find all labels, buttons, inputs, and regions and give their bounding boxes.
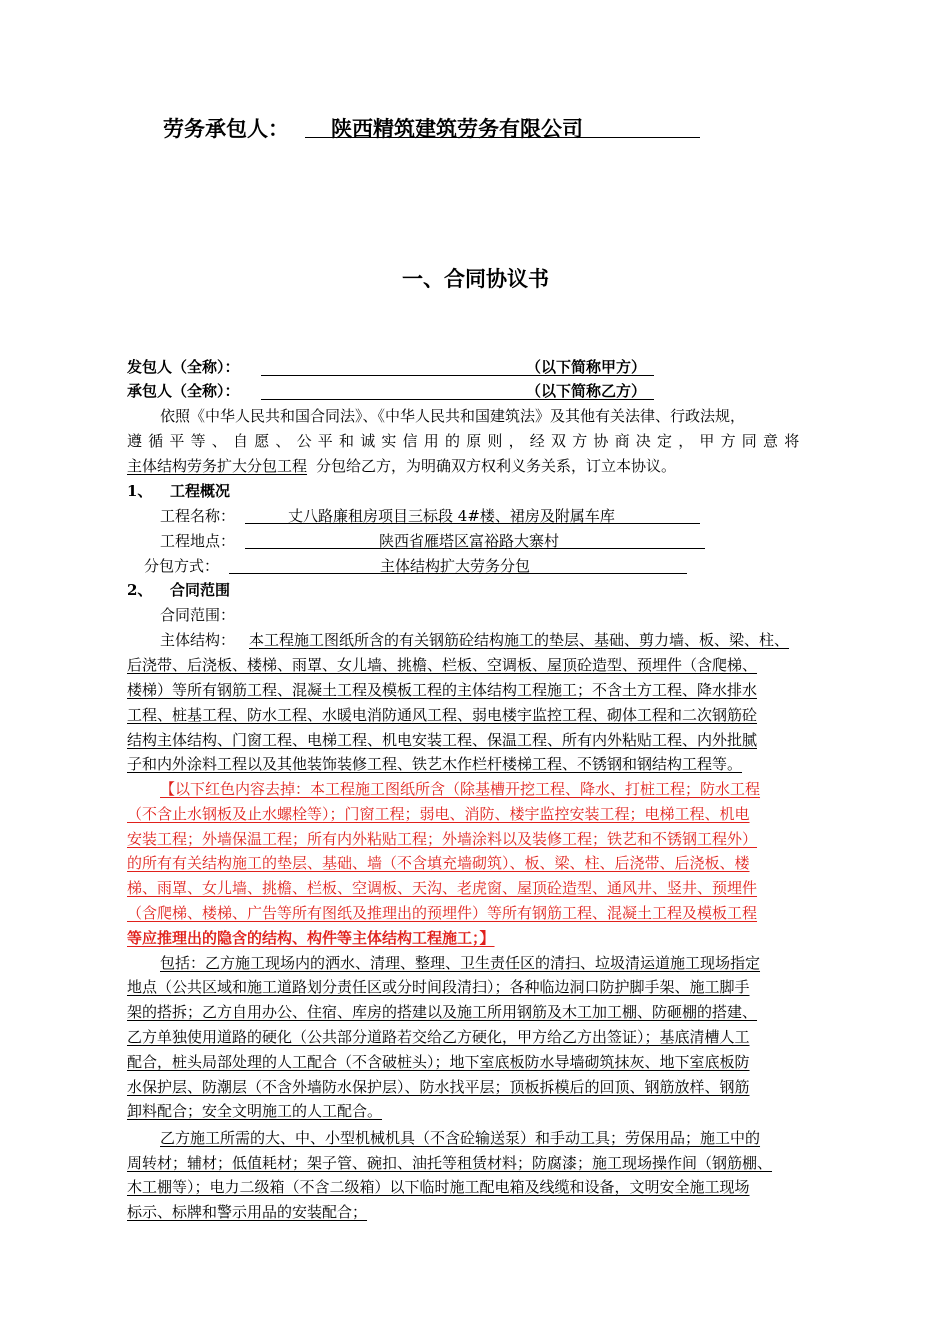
project-name-label: 工程名称：	[160, 507, 236, 525]
contractor-party-suffix: （以下简称乙方）	[526, 382, 647, 400]
main-structure-line: 子和内外涂料工程以及其他装饰装修工程、铁艺木作栏杆楼梯工程、不锈钢和钢结构工程等。	[127, 755, 743, 773]
includes-line: 水保护层、防潮层（不含外墙防水保护层）、防水找平层；顶板拆模后的回顶、钢筋放样、钢筋	[127, 1078, 750, 1096]
red-note-line: 等应推理出的隐含的结构、构件等主体结构工程施工；】	[127, 929, 495, 947]
red-note-line: （含爬梯、楼梯、广告等所有图纸及推理出的预埋件）等所有钢筋工程、混凝土工程及模板工程	[127, 904, 758, 922]
red-note-line: （不含止水钢板及止水螺栓等）；门窗工程；弱电、消防、楼宇监控安装工程；电梯工程、机电	[127, 805, 750, 823]
section1-title: 工程概况	[170, 482, 231, 500]
red-note-line: 的所有有关结构施工的垫层、基础、墙（不含填充墙砌筑）、板、梁、柱、后浇带、后浇板、楼	[127, 854, 750, 872]
includes-line: 配合，桩头局部处理的人工配合（不含破桩头）；地下室底板防水导墙砌筑抹灰、地下室底板防	[127, 1053, 750, 1071]
employer-suffix: （以下简称甲方）	[526, 358, 647, 376]
main-structure-line: 工程、桩基工程、防水工程、水暖电消防通风工程、弱电楼宇监控工程、砌体工程和二次钢筋砼	[127, 706, 758, 724]
section1-number: 1、	[127, 482, 153, 500]
contractor-name: 陕西精筑建筑劳务有限公司	[331, 117, 583, 141]
project-name-value: 丈八路廉租房项目三标段 4#楼、裙房及附属车库	[288, 507, 615, 525]
section-title: 一、合同协议书	[402, 267, 549, 291]
includes-line: 乙方单独使用道路的硬化（公共部分道路若交给乙方硬化，甲方给乙方出签证）；基底清槽人工	[127, 1028, 750, 1046]
scope-label: 合同范围：	[160, 606, 236, 624]
main-structure-line: 结构主体结构、门窗工程、电梯工程、机电安装工程、保温工程、所有内外粘贴工程、内外批腻	[127, 731, 758, 749]
subcontract-method-label: 分包方式：	[144, 557, 220, 575]
intro-line-3	[127, 454, 676, 479]
intro-line-3-rest: 分包给乙方，为明确双方权利义务关系，订立本协议。	[316, 457, 677, 475]
main-structure-line: 本工程施工图纸所含的有关钢筋砼结构施工的垫层、基础、剪力墙、板、梁、柱、	[249, 631, 790, 649]
section2-number: 2、	[127, 581, 153, 599]
red-note-line: 安装工程；外墙保温工程；所有内外粘贴工程；外墙涂料以及装修工程；铁艺和不锈钢工程外）	[127, 830, 758, 848]
tools-line: 周转材；辅材；低值耗材；架子管、碗扣、油托等租赁材料；防腐漆；施工现场操作间（钢筋棚、	[127, 1154, 773, 1172]
section2-title: 合同范围	[170, 581, 231, 599]
subcontract-method-value: 主体结构扩大劳务分包	[380, 557, 531, 575]
tools-line: 乙方施工所需的大、中、小型机械机具（不含砼输送泵）和手动工具；劳保用品；施工中的	[160, 1129, 761, 1147]
tools-line: 木工棚等）；电力二级箱（不含二级箱）以下临时施工配电箱及线缆和设备，文明安全施工现场	[127, 1178, 750, 1196]
main-structure-line: 楼梯）等所有钢筋工程、混凝土工程及模板工程的主体结构工程施工；不含土方工程、降水排水	[127, 681, 758, 699]
contractor-label: 劳务承包人：	[163, 117, 289, 141]
intro-line-1: 依照《中华人民共和国合同法》、《中华人民共和国建筑法》及其他有关法律、行政法规，	[160, 407, 746, 425]
main-structure-label: 主体结构：	[160, 631, 236, 649]
main-structure-line: 后浇带、后浇板、楼梯、雨罩、女儿墙、挑檐、栏板、空调板、屋顶砼造型、预埋件（含爬梯、	[127, 656, 758, 674]
intro-scope: 主体结构劳务扩大分包工程	[127, 457, 308, 475]
contractor-party-label: 承包人（全称）：	[127, 382, 240, 400]
project-location-label: 工程地点：	[160, 532, 236, 550]
includes-line: 卸料配合；安全文明施工的人工配合。	[127, 1102, 383, 1120]
includes-line: 地点（公共区域和施工道路划分责任区或分时间段清扫）；各种临边洞口防护脚手架、施工脚手	[127, 978, 750, 996]
intro-line-2: 遵循平等、自愿、公平和诚实信用的原则，经双方协商决定，甲方同意将	[127, 432, 806, 450]
red-note-line: 梯、雨罩、女儿墙、挑檐、栏板、空调板、天沟、老虎窗、屋顶砼造型、通风井、竖井、预埋件	[127, 879, 758, 897]
tools-line: 标示、标牌和警示用品的安装配合；	[127, 1203, 368, 1221]
includes-line: 架的搭拆；乙方自用办公、住宿、库房的搭建以及施工所用钢筋及木工加工棚、防砸棚的搭建、	[127, 1003, 758, 1021]
red-note-line: 【以下红色内容去掉：本工程施工图纸所含（除基槽开挖工程、降水、打桩工程；防水工程	[160, 780, 761, 798]
project-location-value: 陕西省雁塔区富裕路大寨村	[379, 532, 560, 550]
includes-line: 包括：乙方施工现场内的洒水、清理、整理、卫生责任区的清扫、垃圾清运道施工现场指定	[160, 954, 761, 972]
employer-label: 发包人（全称）：	[127, 358, 240, 376]
